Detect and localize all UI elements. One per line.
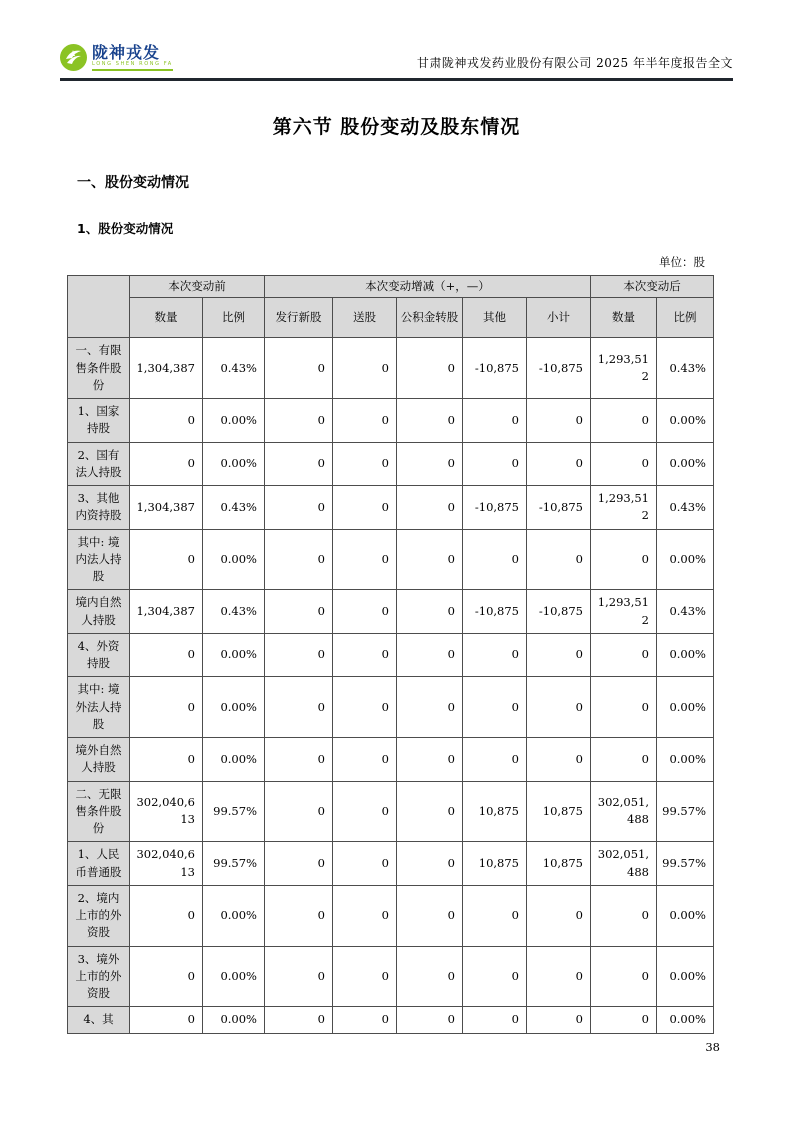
cell: 0: [527, 633, 591, 677]
cell: 0.00%: [657, 529, 714, 590]
cell: 0: [527, 529, 591, 590]
table-row: [68, 442, 714, 486]
cell: 0: [397, 529, 463, 590]
cell: 99.57%: [657, 842, 714, 886]
cell: 302,051,488: [591, 781, 657, 842]
cell: 0: [397, 633, 463, 677]
share-change-table: [67, 275, 714, 1034]
cell: 0: [397, 399, 463, 443]
cell: 0: [333, 738, 397, 782]
cell: 0: [333, 338, 397, 399]
column-header: 小计: [527, 298, 591, 338]
cell: 0: [265, 1007, 333, 1033]
cell: -10,875: [527, 590, 591, 634]
cell: 0: [333, 677, 397, 738]
company-logo: [60, 44, 173, 71]
cell: 0.00%: [657, 677, 714, 738]
cell: 0: [397, 677, 463, 738]
group-header-change: 本次变动增减（+，—）: [265, 276, 591, 298]
cell: 0: [130, 946, 203, 1007]
row-label: 2、境内上市的外资股: [68, 885, 130, 946]
cell: 0: [333, 399, 397, 443]
cell: 0: [527, 946, 591, 1007]
cell: 10,875: [527, 842, 591, 886]
column-header-row: [68, 298, 714, 338]
table-row: [68, 590, 714, 634]
table-row: [68, 529, 714, 590]
document-header: [60, 44, 733, 81]
cell: -10,875: [463, 590, 527, 634]
column-header: 比例: [657, 298, 714, 338]
cell: 0: [397, 486, 463, 530]
row-label: 境外自然人持股: [68, 738, 130, 782]
row-label: 1、国家持股: [68, 399, 130, 443]
cell: 0: [397, 842, 463, 886]
cell: 0: [265, 399, 333, 443]
cell: 0: [527, 677, 591, 738]
cell: 0: [591, 399, 657, 443]
group-header-before: 本次变动前: [130, 276, 265, 298]
cell: 0: [265, 590, 333, 634]
cell: 0: [591, 633, 657, 677]
cell: 0: [591, 946, 657, 1007]
cell: 1,304,387: [130, 338, 203, 399]
company-logo-icon: [60, 44, 87, 71]
table-row: [68, 399, 714, 443]
table-row: [68, 1007, 714, 1033]
cell: 0: [591, 442, 657, 486]
cell: 0.00%: [657, 633, 714, 677]
cell: 1,293,512: [591, 486, 657, 530]
cell: 0: [333, 946, 397, 1007]
row-label: 1、人民币普通股: [68, 842, 130, 886]
cell: 0: [527, 1007, 591, 1033]
cell: 302,040,613: [130, 781, 203, 842]
cell: 0: [265, 633, 333, 677]
cell: 0: [397, 885, 463, 946]
cell: 0: [527, 399, 591, 443]
cell: 99.57%: [203, 842, 265, 886]
cell: 0: [130, 677, 203, 738]
cell: 1,293,512: [591, 590, 657, 634]
row-label: 二、无限售条件股份: [68, 781, 130, 842]
cell: 302,051,488: [591, 842, 657, 886]
cell: 0: [265, 338, 333, 399]
cell: 0: [591, 885, 657, 946]
cell: 0: [333, 842, 397, 886]
cell: 0.00%: [203, 885, 265, 946]
cell: 0: [333, 529, 397, 590]
cell: 0: [591, 738, 657, 782]
cell: 0: [265, 529, 333, 590]
row-label: 2、国有法人持股: [68, 442, 130, 486]
cell: 0: [591, 1007, 657, 1033]
cell: 0: [463, 399, 527, 443]
column-header: 送股: [333, 298, 397, 338]
table-row: [68, 338, 714, 399]
cell: 0.00%: [203, 442, 265, 486]
subsection-heading: 1、股份变动情况: [77, 221, 174, 236]
table-row: [68, 738, 714, 782]
cell: 0: [265, 442, 333, 486]
cell: 1,304,387: [130, 590, 203, 634]
cell: 0: [397, 946, 463, 1007]
cell: 0.00%: [657, 399, 714, 443]
cell: -10,875: [527, 486, 591, 530]
cell: 0: [591, 529, 657, 590]
cell: 0: [397, 738, 463, 782]
cell: 0: [333, 1007, 397, 1033]
row-label: 其中: 境外法人持股: [68, 677, 130, 738]
company-logo-text: [92, 44, 173, 71]
cell: 0: [591, 677, 657, 738]
cell: 0: [333, 590, 397, 634]
cell: 0: [463, 529, 527, 590]
cell: 0.00%: [203, 633, 265, 677]
table-row: [68, 677, 714, 738]
row-label: 4、其: [68, 1007, 130, 1033]
corner-cell: [68, 276, 130, 338]
cell: 0: [265, 946, 333, 1007]
page-number: 38: [705, 1040, 720, 1054]
row-label: 境内自然人持股: [68, 590, 130, 634]
cell: 0.00%: [203, 946, 265, 1007]
cell: 10,875: [463, 842, 527, 886]
cell: 0: [527, 738, 591, 782]
logo-name-en: LONG SHEN RONG FA: [92, 61, 173, 67]
cell: 0: [397, 442, 463, 486]
column-header: 其他: [463, 298, 527, 338]
table-row: [68, 946, 714, 1007]
group-header-row: [68, 276, 714, 298]
cell: 0.00%: [657, 442, 714, 486]
cell: 0: [265, 486, 333, 530]
chapter-title: 第六节 股份变动及股东情况: [272, 116, 521, 138]
row-label: 4、外资持股: [68, 633, 130, 677]
cell: -10,875: [463, 338, 527, 399]
cell: 0: [397, 781, 463, 842]
cell: 0: [463, 677, 527, 738]
table-row: [68, 486, 714, 530]
cell: 0: [130, 442, 203, 486]
cell: 0: [333, 781, 397, 842]
cell: 99.57%: [203, 781, 265, 842]
cell: 0.00%: [657, 1007, 714, 1033]
section-heading: 一、股份变动情况: [77, 175, 189, 191]
cell: 0: [463, 442, 527, 486]
column-header: 数量: [130, 298, 203, 338]
cell: 99.57%: [657, 781, 714, 842]
cell: 0: [130, 885, 203, 946]
cell: -10,875: [527, 338, 591, 399]
column-header: 数量: [591, 298, 657, 338]
cell: 0: [265, 781, 333, 842]
unit-note: 单位：股: [659, 255, 705, 269]
cell: 0: [397, 338, 463, 399]
cell: 0.00%: [203, 1007, 265, 1033]
row-label: 其中: 境内法人持股: [68, 529, 130, 590]
table-row: [68, 885, 714, 946]
table-row: [68, 633, 714, 677]
cell: 0: [463, 738, 527, 782]
row-label: 一、有限售条件股份: [68, 338, 130, 399]
cell: 0.00%: [657, 946, 714, 1007]
cell: 0: [333, 486, 397, 530]
cell: 0.00%: [657, 885, 714, 946]
cell: 0.00%: [203, 529, 265, 590]
cell: 0: [130, 633, 203, 677]
document-title: 甘肃陇神戎发药业股份有限公司 2025 年半年度报告全文: [416, 56, 733, 70]
cell: 0.43%: [657, 486, 714, 530]
cell: 302,040,613: [130, 842, 203, 886]
cell: 0: [333, 885, 397, 946]
cell: 10,875: [463, 781, 527, 842]
cell: 0.43%: [203, 486, 265, 530]
cell: 0: [397, 1007, 463, 1033]
cell: 0.43%: [203, 590, 265, 634]
row-label: 3、其他内资持股: [68, 486, 130, 530]
cell: 1,293,512: [591, 338, 657, 399]
cell: 0: [130, 738, 203, 782]
logo-name-cn: 陇神戎发: [92, 43, 161, 62]
cell: 0.43%: [657, 590, 714, 634]
cell: 0: [397, 590, 463, 634]
cell: 0: [463, 633, 527, 677]
cell: 0.43%: [203, 338, 265, 399]
share-change-table-body: [68, 338, 714, 1033]
cell: 0: [265, 677, 333, 738]
cell: 0: [265, 738, 333, 782]
table-row: [68, 781, 714, 842]
cell: 0.43%: [657, 338, 714, 399]
column-header: 发行新股: [265, 298, 333, 338]
cell: 0: [130, 399, 203, 443]
cell: 0: [130, 529, 203, 590]
table-row: [68, 842, 714, 886]
cell: 0: [463, 1007, 527, 1033]
cell: 0.00%: [657, 738, 714, 782]
cell: 0.00%: [203, 738, 265, 782]
cell: 0: [527, 442, 591, 486]
cell: 10,875: [527, 781, 591, 842]
cell: 0: [265, 885, 333, 946]
cell: 0: [265, 842, 333, 886]
cell: -10,875: [463, 486, 527, 530]
cell: 0: [463, 946, 527, 1007]
cell: 0: [333, 442, 397, 486]
cell: 1,304,387: [130, 486, 203, 530]
cell: 0.00%: [203, 399, 265, 443]
column-header: 比例: [203, 298, 265, 338]
row-label: 3、境外上市的外资股: [68, 946, 130, 1007]
cell: 0: [527, 885, 591, 946]
group-header-after: 本次变动后: [591, 276, 714, 298]
column-header: 公积金转股: [397, 298, 463, 338]
cell: 0.00%: [203, 677, 265, 738]
cell: 0: [463, 885, 527, 946]
cell: 0: [130, 1007, 203, 1033]
cell: 0: [333, 633, 397, 677]
